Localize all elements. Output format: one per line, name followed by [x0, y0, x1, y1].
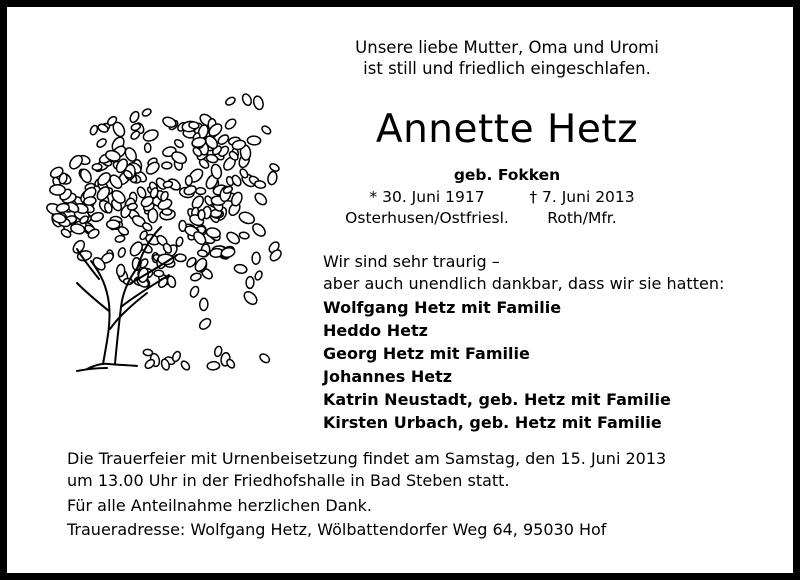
leaf-icon [251, 222, 268, 239]
birth-date: * 30. Juni 1917 [369, 188, 485, 206]
leaf-icon [225, 230, 242, 246]
leaf-icon [144, 160, 161, 176]
leaf-icon [162, 162, 172, 169]
leaf-icon [107, 220, 120, 229]
grief-line-2: aber auch unendlich dankbar, dass wir sie hatten: [323, 274, 725, 293]
leaf-icon [234, 263, 248, 274]
birth-place: Osterhusen/Ostfriesl. [345, 209, 509, 227]
leaf-icon [185, 175, 192, 185]
leaf-icon [142, 128, 160, 143]
mourners-list [323, 296, 671, 434]
leaf-icon [254, 180, 266, 189]
leaf-icon [183, 184, 197, 196]
leaf-icon [207, 361, 220, 370]
death-info [522, 187, 642, 229]
thanks-text: Für alle Anteilnahme herzlichen Dank. [67, 496, 372, 515]
mourning-address: Traueradresse: Wolfgang Hetz, Wölbattendorfer Weg 64, 95030 Hof [67, 520, 607, 539]
leaf-icon [216, 133, 230, 146]
leaf-icon [238, 210, 256, 225]
leaf-icon [92, 164, 102, 171]
deceased-name: Annette Hetz [375, 107, 639, 152]
leaf-icon [241, 93, 253, 107]
leaf-icon [258, 352, 271, 364]
mourner-item: Kirsten Urbach, geb. Hetz mit Familie [323, 413, 662, 432]
leaf-icon [254, 270, 264, 281]
leaf-icon [175, 236, 184, 247]
leaf-icon [89, 124, 99, 135]
leaf-icon [154, 270, 164, 277]
leaf-icon [261, 125, 273, 136]
leaf-icon [267, 171, 278, 186]
leaf-icon [246, 276, 254, 288]
leaf-icon [196, 188, 206, 195]
leaf-icon [180, 360, 191, 372]
mourner-item: Johannes Hetz [323, 367, 453, 386]
intro-line-2: ist still und friedlich eingeschlafen. [363, 59, 651, 78]
windswept-tree-icon [37, 79, 287, 379]
leaf-icon [171, 350, 182, 362]
mourner-item: Wolfgang Hetz mit Familie [323, 298, 562, 317]
leaf-icon [198, 210, 205, 220]
grief-text [323, 251, 724, 295]
leaf-icon [224, 117, 238, 131]
leaf-icon [252, 95, 264, 111]
leaf-icon [252, 252, 261, 264]
ceremony-line-2: um 13.00 Uhr in der Friedhofshalle in Bad Steben statt. [67, 471, 510, 490]
grief-line-1: Wir sind sehr traurig – [323, 252, 500, 271]
leaf-icon [198, 317, 213, 332]
birth-name: geb. Fokken [453, 166, 561, 184]
leaf-icon [145, 143, 151, 152]
leaf-icon [117, 247, 126, 258]
leaf-icon [247, 136, 261, 145]
leaf-icon [95, 137, 107, 149]
tree-trunk [77, 227, 177, 371]
leaf-icon [239, 168, 250, 180]
leaf-icon [128, 110, 140, 124]
leaf-icon [115, 235, 126, 243]
birth-info [337, 187, 517, 229]
mourner-item: Georg Hetz mit Familie [323, 344, 530, 363]
leaf-icon [190, 272, 202, 282]
leaf-icon [189, 285, 200, 298]
leaf-icon [269, 162, 280, 172]
leaf-icon [141, 108, 152, 118]
mourner-item: Heddo Hetz [323, 321, 428, 340]
ceremony-info [67, 448, 666, 492]
mourner-item: Katrin Neustadt, geb. Hetz mit Familie [323, 390, 671, 409]
leaf-icon [239, 231, 250, 239]
leaf-icon [253, 191, 269, 207]
ceremony-line-1: Die Trauerfeier mit Urnenbeisetzung findet am Samstag, den 15. Juni 2013 [67, 449, 667, 468]
leaf-icon [116, 264, 125, 276]
intro-line-1: Unsere liebe Mutter, Oma und Uromi [355, 38, 659, 57]
leaf-icon [224, 96, 236, 107]
leaf-icon [50, 185, 66, 195]
death-date: † 7. Juni 2013 [529, 188, 635, 206]
leaf-icon [143, 349, 153, 356]
death-place: Roth/Mfr. [547, 209, 617, 227]
intro-text [297, 37, 717, 79]
leaf-icon [199, 298, 208, 311]
leaf-icon [242, 289, 259, 306]
leaf-icon [166, 275, 177, 288]
